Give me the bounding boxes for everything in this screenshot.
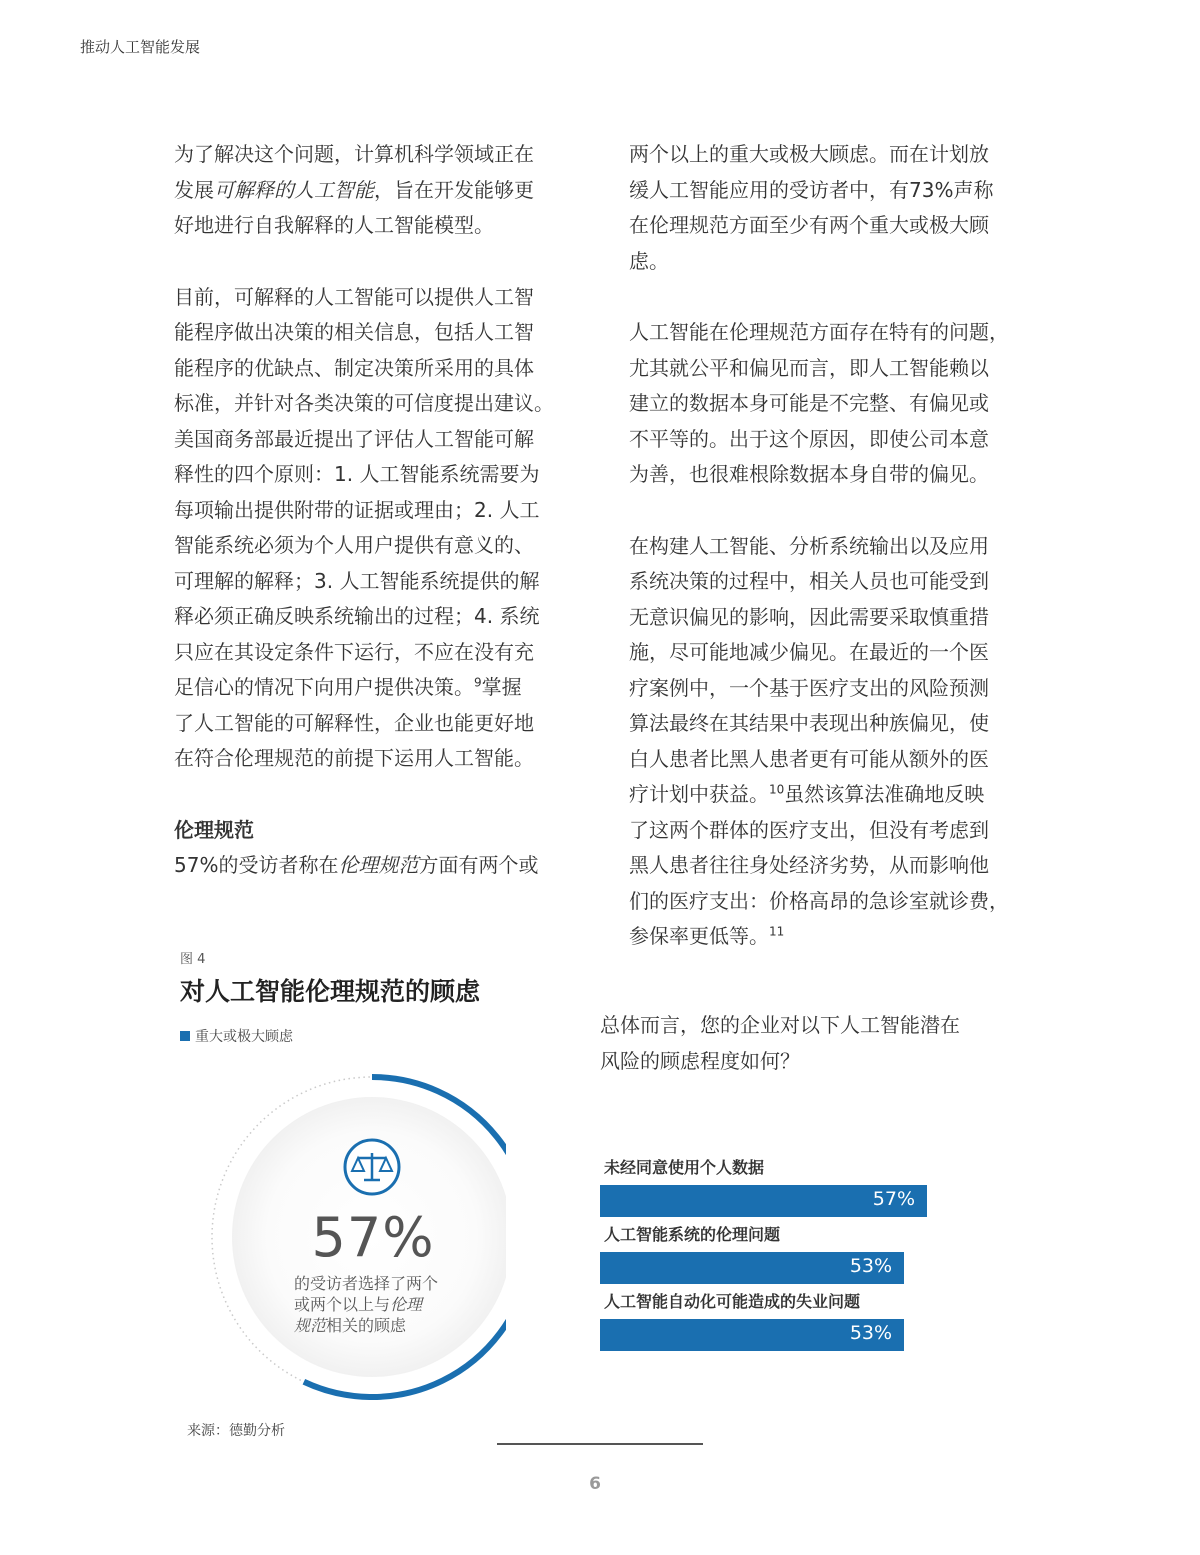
text-line: 足信心的情况下向用户提供决策。$^9$掌握 xyxy=(174,675,522,699)
bar-value-label: 53% xyxy=(849,1322,893,1344)
text-line: 可理解的解释；3. 人工智能系统提供的解 xyxy=(174,568,540,593)
text-line: 美国商务部最近提出了评估人工智能可解 xyxy=(174,426,534,451)
paragraph-medical-case xyxy=(629,529,1037,955)
text-line: 释必须正确反映系统输出的过程；4. 系统 xyxy=(174,604,540,628)
donut-caption xyxy=(294,1273,474,1336)
bar-value-label: 57% xyxy=(872,1188,915,1210)
bar xyxy=(600,1319,904,1351)
figure-title: 对人工智能伦理规范的顾虑 xyxy=(180,977,481,1006)
text-line: 缓人工智能应用的受访者中，有73%声称 xyxy=(629,177,994,202)
text-line: 智能系统必须为个人用户提供有意义的、 xyxy=(174,533,534,557)
survey-question xyxy=(600,1007,960,1079)
text-line: 人工智能在伦理规范方面存在特有的问题， xyxy=(629,320,1009,344)
text-line: 每项输出提供附带的证据或理由；2. 人工 xyxy=(174,497,540,522)
text-line: 了人工智能的可解释性，企业也能更好地 xyxy=(174,710,534,735)
bar xyxy=(600,1185,927,1217)
text-line: 了这两个群体的医疗支出，但没有考虑到 xyxy=(629,817,989,842)
page-number: 6 xyxy=(589,1474,601,1494)
text-line: 尤其就公平和偏见而言，即人工智能赖以 xyxy=(629,355,989,380)
legend-swatch xyxy=(180,1031,190,1041)
text-line: 在构建人工智能、分析系统输出以及应用 xyxy=(629,533,989,558)
figure-label: 图 4 xyxy=(180,952,206,967)
text-line: 在伦理规范方面至少有两个重大或极大顾 xyxy=(629,213,989,237)
paragraph-gap xyxy=(174,244,574,280)
paragraph-gap xyxy=(629,493,1037,529)
caption-line: 或两个以上与伦理 xyxy=(294,1295,423,1314)
bar-category-label: 未经同意使用个人数据 xyxy=(604,1158,765,1177)
text-line: 总体而言，您的企业对以下人工智能潜在 xyxy=(600,1013,960,1037)
text-line: 施，尽可能地减少偏见。在最近的一个医 xyxy=(629,640,989,664)
text-line: 系统决策的过程中，相关人员也可能受到 xyxy=(629,569,989,593)
footnote-ref: 11 xyxy=(769,924,785,939)
legend-label: 重大或极大顾虑 xyxy=(195,1029,293,1045)
text-line: 参保率更低等。$^{11}$ xyxy=(629,924,785,948)
text-line: 发展可解释的人工智能，旨在开发能够更 xyxy=(174,177,534,202)
running-header: 推动人工智能发展 xyxy=(80,38,201,56)
text-line: 在符合伦理规范的前提下运用人工智能。 xyxy=(174,746,534,770)
legend xyxy=(180,1026,293,1046)
text-line: 疗案例中，一个基于医疗支出的风险预测 xyxy=(629,675,989,700)
text-line: 为了解决这个问题，计算机科学领域正在 xyxy=(174,142,534,166)
text-line: 虑。 xyxy=(629,248,669,273)
paragraph-bias xyxy=(629,315,1037,493)
text-line: 不平等的。出于这个原因，即使公司本意 xyxy=(629,426,989,451)
text-line: 为善，也很难根除数据本身自带的偏见。 xyxy=(629,462,989,486)
paragraph-concerns xyxy=(629,137,1037,279)
text-line: 白人患者比黑人患者更有可能从额外的医 xyxy=(629,746,989,771)
text-line: 无意识偏见的影响，因此需要采取慎重措 xyxy=(629,604,989,629)
source-note: 来源：德勤分析 xyxy=(187,1423,285,1439)
paragraph-explainable-ai xyxy=(174,137,574,244)
bar xyxy=(600,1252,904,1284)
paragraph-gap xyxy=(174,777,574,813)
left-column xyxy=(174,137,574,884)
text-line: 只应在其设定条件下运行，不应在没有充 xyxy=(174,639,534,664)
text-line: 标准，并针对各类决策的可信度提出建议。 xyxy=(174,391,554,415)
text-line: 好地进行自我解释的人工智能模型。 xyxy=(174,213,494,237)
right-column xyxy=(629,137,1037,955)
bar-category-label: 人工智能系统的伦理问题 xyxy=(604,1225,781,1244)
bar-category-label: 人工智能自动化可能造成的失业问题 xyxy=(604,1292,861,1311)
text-line: 风险的顾虑程度如何？ xyxy=(600,1049,800,1073)
caption-line: 的受访者选择了两个 xyxy=(294,1274,439,1293)
text-line: 目前，可解释的人工智能可以提供人工智 xyxy=(174,284,534,309)
section-heading: 伦理规范 xyxy=(174,817,254,842)
text-line: 能程序的优缺点、制定决策所采用的具体 xyxy=(174,355,534,380)
footnote-ref: 9 xyxy=(474,675,482,690)
paragraph-gap xyxy=(629,279,1037,315)
text-line: 释性的四个原则：1. 人工智能系统需要为 xyxy=(174,462,540,486)
text-line: 建立的数据本身可能是不完整、有偏见或 xyxy=(629,391,989,415)
paragraph-principles xyxy=(174,280,574,777)
footer-divider xyxy=(497,1443,703,1445)
text-line: 疗计划中获益。$^{10}$虽然该算法准确地反映 xyxy=(629,782,985,806)
text-line: 57%的受访者称在伦理规范方面有两个或 xyxy=(174,853,539,877)
footnote-ref: 10 xyxy=(769,782,785,797)
text-line: 们的医疗支出：价格高昂的急诊室就诊费， xyxy=(629,888,1009,913)
caption-line: 规范相关的顾虑 xyxy=(294,1316,407,1335)
text-line: 算法最终在其结果中表现出种族偏见，使 xyxy=(629,711,989,735)
text-line: 两个以上的重大或极大顾虑。而在计划放 xyxy=(629,142,989,166)
text-line: 能程序做出决策的相关信息，包括人工智 xyxy=(174,320,534,344)
donut-value: 57% xyxy=(311,1206,435,1269)
bar-value-label: 53% xyxy=(849,1255,893,1277)
text-line: 黑人患者往往身处经济劣势，从而影响他 xyxy=(629,853,989,877)
scales-icon xyxy=(345,1140,399,1194)
